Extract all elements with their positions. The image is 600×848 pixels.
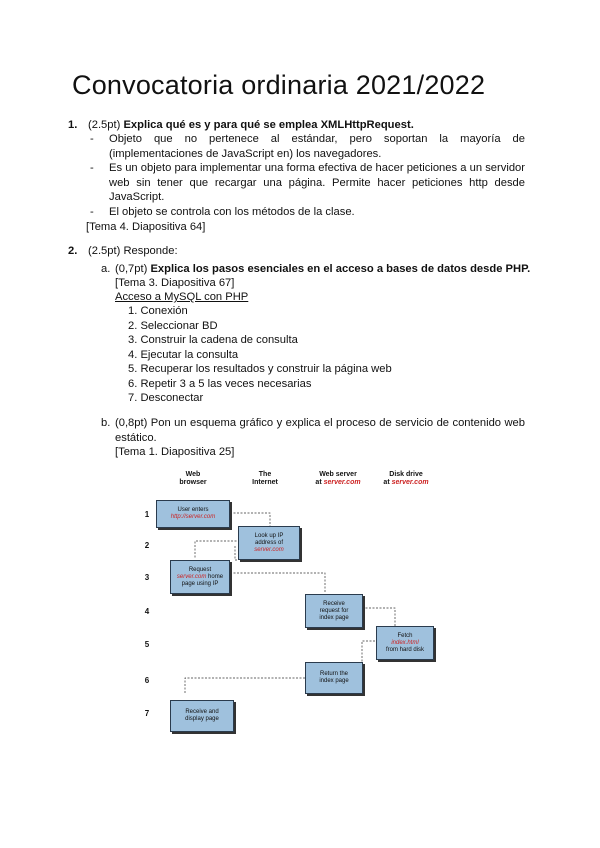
box-fetch: Fetch index.html from hard disk: [376, 626, 434, 660]
header-internet: The Internet: [252, 471, 278, 486]
box-receive-display: Receive and display page: [170, 700, 234, 732]
step-item: 7. Desconectar: [128, 392, 204, 404]
q1-bullet-1: Objeto que no pertenece al estándar, pero soportan la mayoría de (implementaciones de JavaScript en) los navegadores.: [109, 133, 525, 160]
step-number: 3: [144, 573, 150, 582]
step-number: 4: [144, 607, 150, 616]
q2a-points: (0,7pt): [115, 263, 151, 275]
q2a-heading: [115, 262, 530, 277]
step-number: 7: [144, 709, 150, 718]
q1-heading: [88, 118, 414, 133]
box-return-index: Return the index page: [305, 662, 363, 694]
q2b-letter: b.: [101, 417, 111, 429]
bullet-dash: -: [90, 162, 94, 174]
q2b-text: (0,8pt) Pon un esquema gráfico y explica el proceso de servicio de contenido web estático.: [115, 417, 525, 444]
step-number: 2: [144, 541, 150, 550]
step-number: 5: [144, 640, 150, 649]
q1-number: 1.: [68, 119, 78, 131]
step-item: 1. Conexión: [128, 305, 188, 317]
step-item: 2. Seleccionar BD: [128, 320, 218, 332]
q2a-subtitle: Acceso a MySQL con PHP: [115, 291, 249, 303]
step-item: 4. Ejecutar la consulta: [128, 349, 239, 361]
box-request: Request server.com home page using IP: [170, 560, 230, 594]
step-number: 1: [144, 510, 150, 519]
box-receive-request: Receive request for index page: [305, 594, 363, 628]
q2a-reference: [Tema 3. Diapositiva 67]: [115, 277, 235, 289]
step-item: 3. Construir la cadena de consulta: [128, 334, 298, 346]
q2-intro: (2.5pt) Responde:: [88, 245, 178, 257]
q2a-question: Explica los pasos esenciales en el acceso a bases de datos desde PHP.: [150, 263, 531, 275]
q1-points: (2.5pt): [88, 119, 124, 131]
header-web-server: Web server at server.com: [315, 471, 361, 486]
box-lookup-ip: Look up IP address of server.com: [238, 526, 300, 560]
header-web-browser: Web browser: [179, 471, 207, 486]
q1-bullet-3: El objeto se controla con los métodos de la clase.: [109, 206, 355, 218]
q2-number: 2.: [68, 245, 78, 257]
header-disk-drive: Disk drive at server.com: [383, 471, 429, 486]
bullet-dash: -: [90, 206, 94, 218]
step-number: 6: [144, 676, 150, 685]
page-title: Convocatoria ordinaria 2021/2022: [72, 70, 486, 100]
q2a-letter: a.: [101, 263, 111, 275]
q2b-reference: [Tema 1. Diapositiva 25]: [115, 446, 235, 458]
box-user-enters: User enters http://server.com: [156, 500, 230, 528]
step-item: 5. Recuperar los resultados y construir la página web: [128, 363, 392, 375]
web-serving-diagram: [140, 468, 460, 738]
q1-bullet-2: Es un objeto para implementar una forma efectiva de hacer peticiones a un servidor web sin tener que recargar una página. Permite hacer peticiones http desde JavaScript.: [109, 162, 525, 203]
step-item: 6. Repetir 3 a 5 las veces necesarias: [128, 378, 312, 390]
q1-reference: [Tema 4. Diapositiva 64]: [86, 221, 206, 233]
q1-question: Explica qué es y para qué se emplea XMLHttpRequest.: [123, 119, 414, 131]
bullet-dash: -: [90, 133, 94, 145]
